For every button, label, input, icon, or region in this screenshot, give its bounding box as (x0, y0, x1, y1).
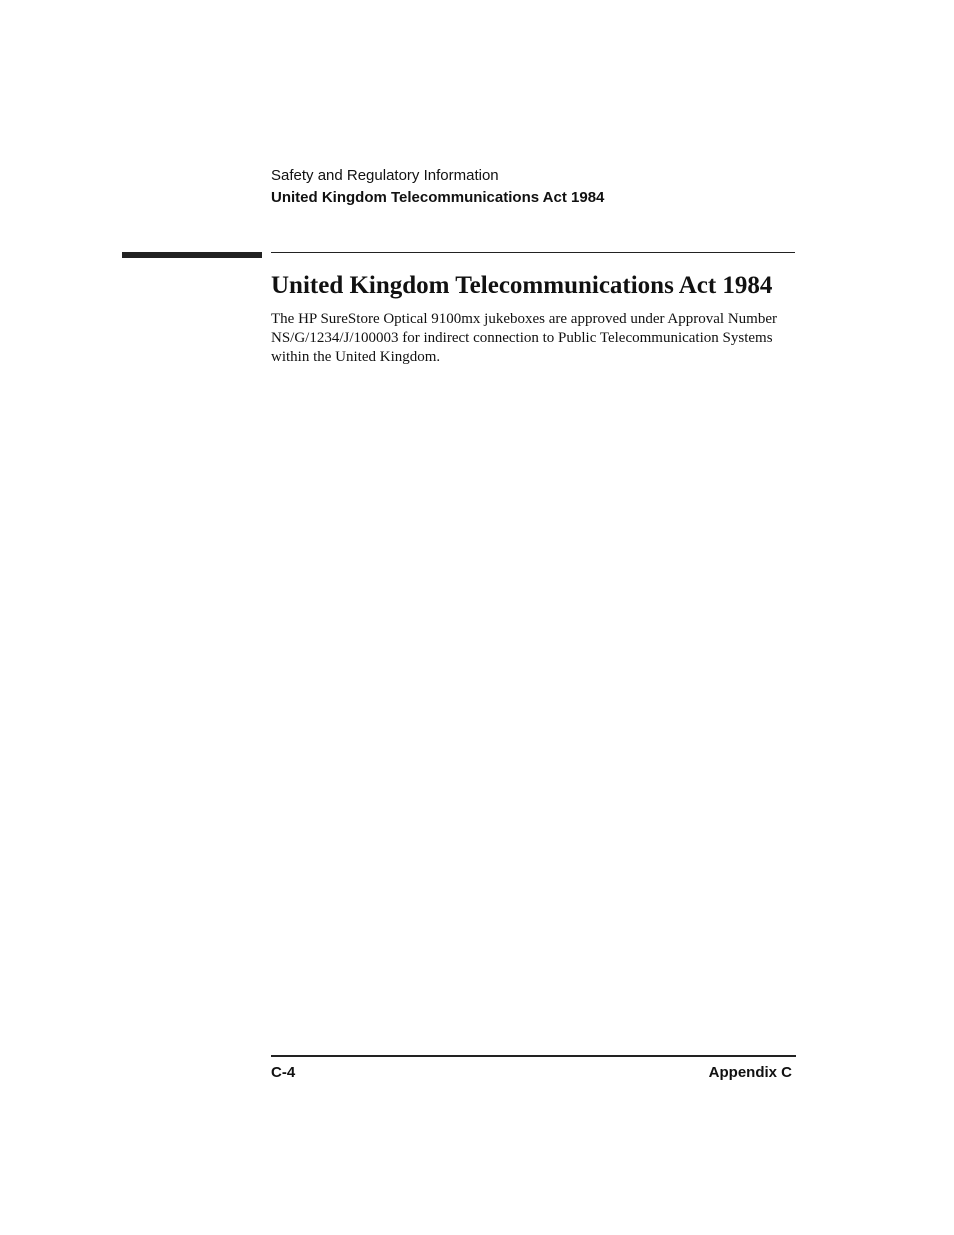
running-head (271, 165, 801, 209)
appendix-label: Appendix C (708, 1064, 792, 1081)
heading-divider (271, 252, 795, 253)
section-marker-bar (122, 252, 262, 258)
running-head-section: Safety and Regulatory Information (271, 167, 499, 184)
footer-divider (271, 1055, 796, 1057)
body-paragraph: The HP SureStore Optical 9100mx jukeboxes are approved under Approval Number NS/G/1234/J/100003 for indirect connection to Public Telecommunication Systems within the United Kingdom. (271, 311, 777, 365)
page-heading: United Kingdom Telecommunications Act 1984 (271, 272, 773, 299)
page-number: C-4 (271, 1064, 296, 1081)
running-head-subsection: United Kingdom Telecommunications Act 1984 (271, 189, 605, 206)
